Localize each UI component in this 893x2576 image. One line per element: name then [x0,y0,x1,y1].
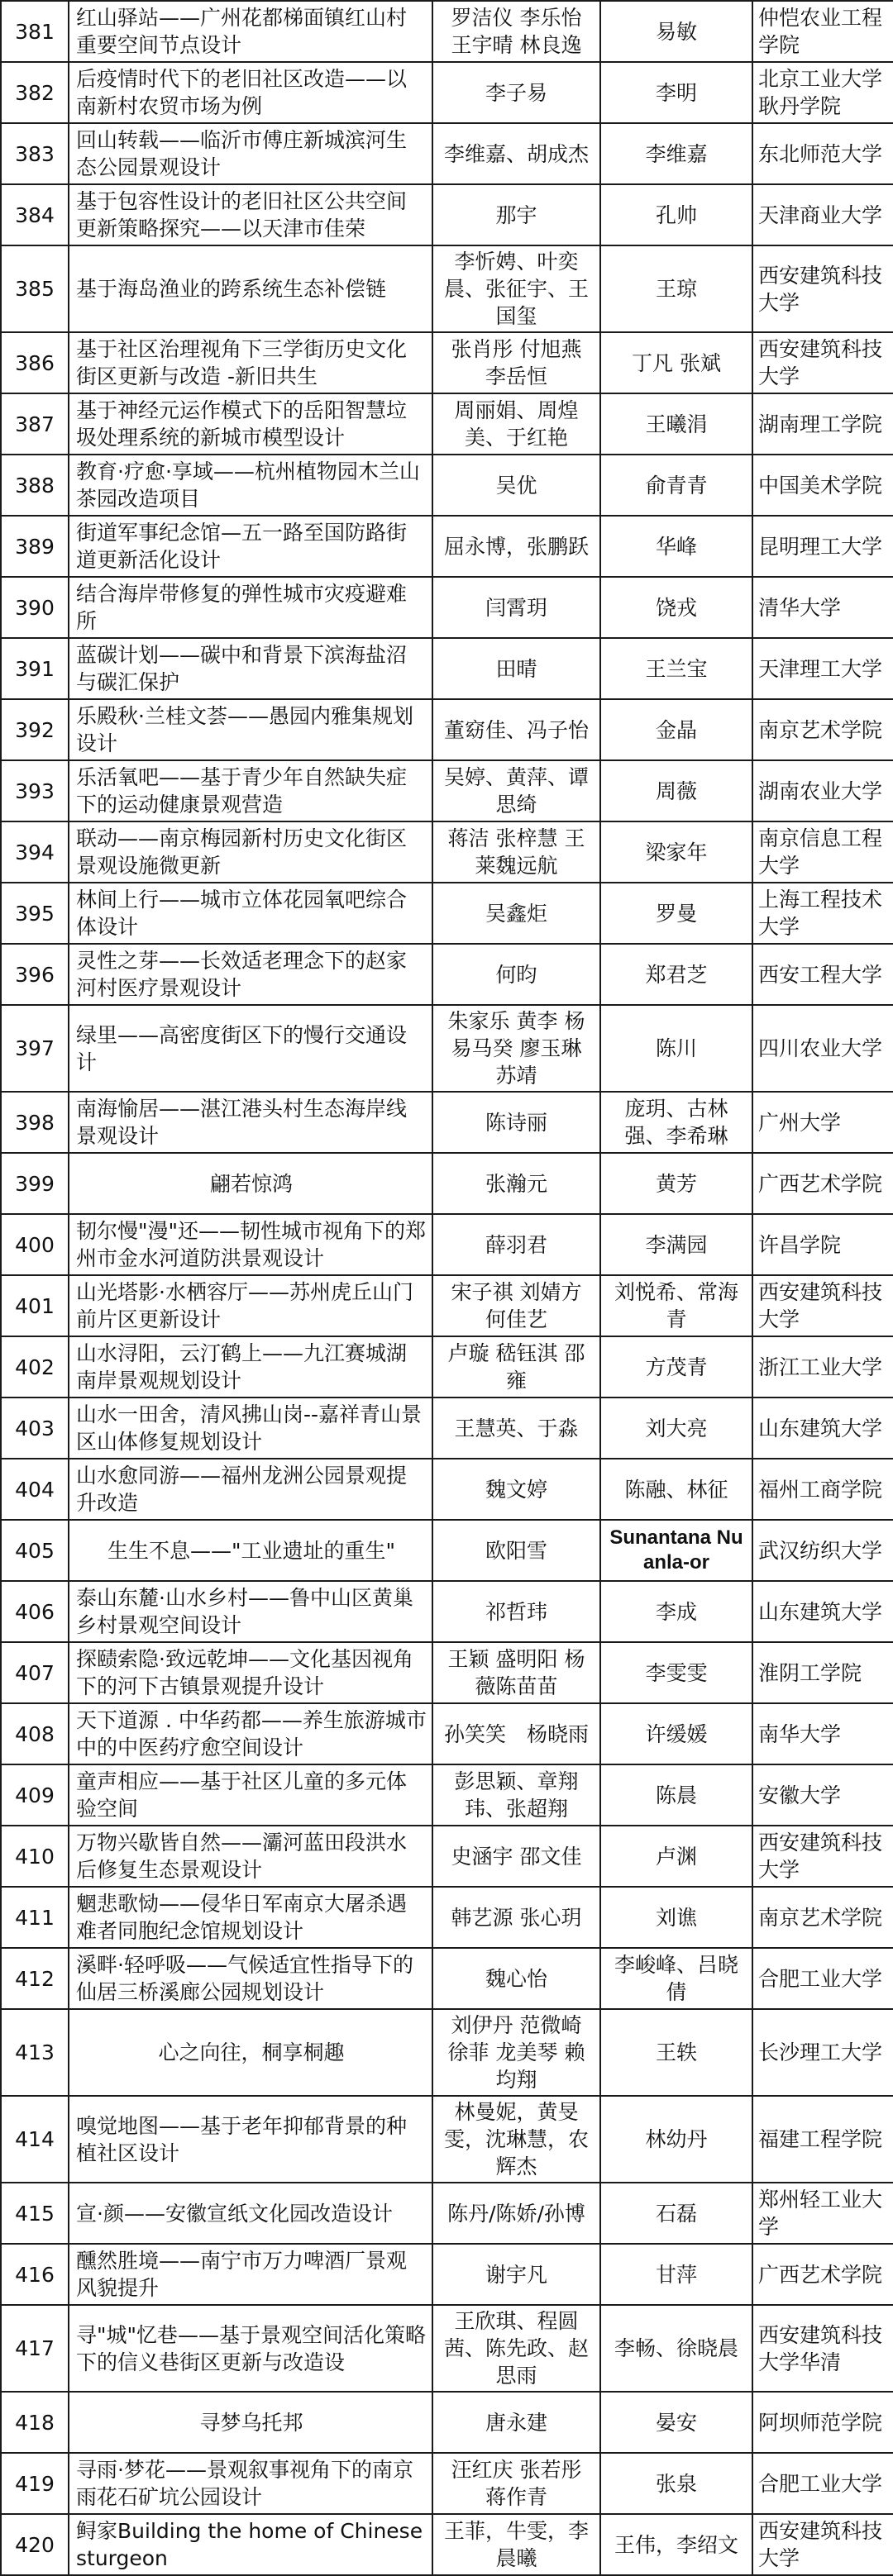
student-names: 薛羽君 [432,1214,600,1275]
student-names: 王颖 盛明阳 杨薇陈苗苗 [432,1642,600,1703]
table-row [1,332,893,393]
entry-number: 382 [1,62,69,123]
project-title: 鲟家Building the home of Chinese sturgeon [69,2514,432,2575]
student-names: 罗洁仪 李乐怡 王宇晴 林良逸 [432,1,600,62]
table-row [1,760,893,821]
school-name: 西安建筑科技大学 [752,332,893,393]
entry-number: 383 [1,123,69,184]
school-name: 浙江工业大学 [752,1336,893,1398]
entry-number: 398 [1,1092,69,1153]
entry-number: 405 [1,1520,69,1581]
advisor-name: 金晶 [600,699,752,760]
advisor-name: 李维嘉 [600,123,752,184]
school-name: 天津商业大学 [752,184,893,245]
table-row [1,1581,893,1642]
advisor-name: 孔帅 [600,184,752,245]
entry-number: 419 [1,2453,69,2514]
project-title: 南海愉居——湛江港头村生态海岸线景观设计 [69,1092,432,1153]
table-row [1,1764,893,1826]
table-row [1,1948,893,2009]
project-title: 山水愈同游——福州龙洲公园景观提升改造 [69,1459,432,1520]
advisor-name: 王伟，李绍文 [600,2514,752,2575]
entry-number: 390 [1,577,69,638]
table-row [1,1275,893,1336]
entry-number: 400 [1,1214,69,1275]
advisor-name: 王轶 [600,2009,752,2096]
student-names: 屈永博，张鹏跃 [432,516,600,577]
project-title: 山光塔影·水栖容厅——苏州虎丘山门前片区更新设计 [69,1275,432,1336]
entry-number: 386 [1,332,69,393]
table-row [1,1642,893,1703]
table-row [1,1005,893,1092]
school-name: 仲恺农业工程学院 [752,1,893,62]
school-name: 西安建筑科技大学 [752,245,893,332]
school-name: 合肥工业大学 [752,2453,893,2514]
entry-number: 404 [1,1459,69,1520]
entry-number: 394 [1,821,69,883]
table-row [1,2514,893,2575]
school-name: 广西艺术学院 [752,1153,893,1214]
table-row [1,123,893,184]
entry-number: 407 [1,1642,69,1703]
table-row [1,699,893,760]
table-row [1,2453,893,2514]
project-title: 泰山东麓·山水乡村——鲁中山区黄巢乡村景观空间设计 [69,1581,432,1642]
table-row [1,393,893,455]
advisor-name: 李成 [600,1581,752,1642]
project-title: 回山转载——临沂市傅庄新城滨河生态公园景观设计 [69,123,432,184]
student-names: 吴婷、黄萍、谭思绮 [432,760,600,821]
project-title: 基于社区治理视角下三学街历史文化街区更新与改造 -新旧共生 [69,332,432,393]
table-row [1,184,893,245]
entry-number: 401 [1,1275,69,1336]
advisor-name: 刘悦希、常海青 [600,1275,752,1336]
table-row [1,2305,893,2392]
student-names: 闫霄玥 [432,577,600,638]
project-title: 心之向往，桐享桐趣 [69,2009,432,2096]
school-name: 郑州轻工业大学 [752,2183,893,2244]
student-names: 欧阳雪 [432,1520,600,1581]
entry-number: 395 [1,883,69,944]
project-title: 探赜索隐·致远乾坤——文化基因视角下的河下古镇景观提升设计 [69,1642,432,1703]
table-row [1,1214,893,1275]
student-names: 李忻娉、叶奕晨、张征宇、王国玺 [432,245,600,332]
school-name: 四川农业大学 [752,1005,893,1092]
school-name: 湖南理工学院 [752,393,893,455]
student-names: 卢璇 嵇钰淇 邵雍 [432,1336,600,1398]
school-name: 南京艺术学院 [752,699,893,760]
project-title: 山水一田舍，清风拂山岗--嘉祥青山景区山体修复规划设计 [69,1398,432,1459]
school-name: 福建工程学院 [752,2096,893,2183]
project-title: 基于神经元运作模式下的岳阳智慧垃圾处理系统的新城市模型设计 [69,393,432,455]
table-row [1,455,893,516]
project-title: 教育·疗愈·享域——杭州植物园木兰山茶园改造项目 [69,455,432,516]
table-row [1,2183,893,2244]
student-names: 董窈佳、冯子怡 [432,699,600,760]
school-name: 天津理工大学 [752,638,893,699]
advisor-name: 晏安 [600,2392,752,2453]
project-title: 宣·颜——安徽宣纸文化园改造设计 [69,2183,432,2244]
advisor-name: 周薇 [600,760,752,821]
school-name: 安徽大学 [752,1764,893,1826]
school-name: 西安工程大学 [752,944,893,1005]
table-row [1,1520,893,1581]
school-name: 北京工业大学耿丹学院 [752,62,893,123]
advisor-name: Sunantana Nuanla-or [600,1520,752,1581]
entry-number: 414 [1,2096,69,2183]
project-title: 结合海岸带修复的弹性城市灾疫避难所 [69,577,432,638]
school-name: 清华大学 [752,577,893,638]
project-title: 天下道源 . 中华药都——养生旅游城市中的中医药疗愈空间设计 [69,1703,432,1764]
advisor-name: 易敏 [600,1,752,62]
school-name: 福州工商学院 [752,1459,893,1520]
table-row [1,1398,893,1459]
student-names: 蒋洁 张梓慧 王莱魏远航 [432,821,600,883]
entry-number: 391 [1,638,69,699]
advisor-name: 李畅、徐晓晨 [600,2305,752,2392]
advisor-name: 王曦涓 [600,393,752,455]
student-names: 王菲，牛雯，李晨曦 [432,2514,600,2575]
student-names: 魏文婷 [432,1459,600,1520]
school-name: 中国美术学院 [752,455,893,516]
advisor-name: 李明 [600,62,752,123]
student-names: 周丽娟、周煌美、于红艳 [432,393,600,455]
student-names: 谢宇凡 [432,2244,600,2305]
student-names: 韩艺源 张心玥 [432,1887,600,1948]
project-title: 街道军事纪念馆—五一路至国防路街道更新活化设计 [69,516,432,577]
entry-number: 415 [1,2183,69,2244]
entry-number: 409 [1,1764,69,1826]
student-names: 张肖彤 付旭燕 李岳恒 [432,332,600,393]
entry-number: 387 [1,393,69,455]
entry-number: 385 [1,245,69,332]
school-name: 山东建筑大学 [752,1398,893,1459]
entry-number: 417 [1,2305,69,2392]
entry-number: 384 [1,184,69,245]
project-title: 溪畔·轻呼吸——气候适宜性指导下的仙居三桥溪廊公园规划设计 [69,1948,432,2009]
advisor-name: 林幼丹 [600,2096,752,2183]
project-title: 基于包容性设计的老旧社区公共空间更新策略探究——以天津市佳荣 [69,184,432,245]
table-row [1,2392,893,2453]
advisor-name: 梁家年 [600,821,752,883]
entry-number: 418 [1,2392,69,2453]
student-names: 吴优 [432,455,600,516]
table-row [1,1887,893,1948]
entry-number: 388 [1,455,69,516]
student-names: 张瀚元 [432,1153,600,1214]
table-row [1,577,893,638]
table-row [1,1826,893,1887]
table-row [1,1153,893,1214]
school-name: 昆明理工大学 [752,516,893,577]
student-names: 陈诗丽 [432,1092,600,1153]
entry-number: 416 [1,2244,69,2305]
project-title: 翩若惊鸿 [69,1153,432,1214]
student-names: 王欣琪、程圆茜、陈先政、赵思雨 [432,2305,600,2392]
school-name: 南京艺术学院 [752,1887,893,1948]
student-names: 陈丹/陈娇/孙博 [432,2183,600,2244]
advisor-name: 陈晨 [600,1764,752,1826]
advisor-name: 张泉 [600,2453,752,2514]
award-list-body [1,1,893,2575]
project-title: 红山驿站——广州花都梯面镇红山村重要空间节点设计 [69,1,432,62]
project-title: 林间上行——城市立体花园氧吧综合体设计 [69,883,432,944]
entry-number: 410 [1,1826,69,1887]
school-name: 西安建筑科技大学 [752,1826,893,1887]
student-names: 史涵宇 邵文佳 [432,1826,600,1887]
advisor-name: 陈川 [600,1005,752,1092]
entry-number: 396 [1,944,69,1005]
project-title: 联动——南京梅园新村历史文化街区景观设施微更新 [69,821,432,883]
school-name: 合肥工业大学 [752,1948,893,2009]
school-name: 武汉纺织大学 [752,1520,893,1581]
school-name: 东北师范大学 [752,123,893,184]
project-title: 山水浔阳，云汀鹤上——九江赛城湖南岸景观规划设计 [69,1336,432,1398]
advisor-name: 丁凡 张斌 [600,332,752,393]
school-name: 上海工程技术大学 [752,883,893,944]
advisor-name: 郑君芝 [600,944,752,1005]
table-row [1,516,893,577]
school-name: 西安建筑科技大学 [752,2514,893,2575]
advisor-name: 李满园 [600,1214,752,1275]
project-title: 乐活氧吧——基于青少年自然缺失症下的运动健康景观营造 [69,760,432,821]
entry-number: 420 [1,2514,69,2575]
entry-number: 402 [1,1336,69,1398]
table-row [1,2244,893,2305]
project-title: 魍悲歌恸——侵华日军南京大屠杀遇难者同胞纪念馆规划设计 [69,1887,432,1948]
advisor-name: 庞玥、古林强、李希琳 [600,1092,752,1153]
student-names: 田晴 [432,638,600,699]
advisor-name: 黄芳 [600,1153,752,1214]
project-title: 醺然胜境——南宁市万力啤酒厂景观风貌提升 [69,2244,432,2305]
entry-number: 397 [1,1005,69,1092]
project-title: 乐殿秋·兰桂文荟——愚园内雅集规划设计 [69,699,432,760]
student-names: 唐永建 [432,2392,600,2453]
advisor-name: 许缓媛 [600,1703,752,1764]
table-row [1,883,893,944]
entry-number: 413 [1,2009,69,2096]
entry-number: 406 [1,1581,69,1642]
project-title: 万物兴歇皆自然——灞河蓝田段洪水后修复生态景观设计 [69,1826,432,1887]
school-name: 西安建筑科技大学华清 [752,2305,893,2392]
student-names: 朱家乐 黄李 杨易马癸 廖玉琳 苏靖 [432,1005,600,1092]
student-names: 吴鑫炬 [432,883,600,944]
school-name: 广州大学 [752,1092,893,1153]
school-name: 南华大学 [752,1703,893,1764]
project-title: 童声相应——基于社区儿童的多元体验空间 [69,1764,432,1826]
project-title: 后疫情时代下的老旧社区改造——以南新村农贸市场为例 [69,62,432,123]
advisor-name: 甘萍 [600,2244,752,2305]
project-title: 嗅觉地图——基于老年抑郁背景的种植社区设计 [69,2096,432,2183]
project-title: 蓝碳计划——碳中和背景下滨海盐沼与碳汇保护 [69,638,432,699]
project-title: 生生不息——"工业遗址的重生" [69,1520,432,1581]
advisor-name: 陈融、林征 [600,1459,752,1520]
school-name: 山东建筑大学 [752,1581,893,1642]
advisor-name: 饶戎 [600,577,752,638]
student-names: 宋子祺 刘婧方 何佳艺 [432,1275,600,1336]
advisor-name: 石磊 [600,2183,752,2244]
table-row [1,638,893,699]
advisor-name: 李峻峰、吕晓倩 [600,1948,752,2009]
student-names: 李维嘉、胡成杰 [432,123,600,184]
project-title: 基于海岛渔业的跨系统生态补偿链 [69,245,432,332]
advisor-name: 李雯雯 [600,1642,752,1703]
project-title: 寻"城"忆巷——基于景观空间活化策略下的信义巷街区更新与改造设 [69,2305,432,2392]
table-row [1,1,893,62]
table-row [1,62,893,123]
student-names: 孙笑笑 杨晓雨 [432,1703,600,1764]
school-name: 南京信息工程大学 [752,821,893,883]
student-names: 何昀 [432,944,600,1005]
school-name: 淮阴工学院 [752,1642,893,1703]
student-names: 魏心怡 [432,1948,600,2009]
student-names: 王慧英、于淼 [432,1398,600,1459]
school-name: 湖南农业大学 [752,760,893,821]
advisor-name: 罗曼 [600,883,752,944]
student-names: 刘伊丹 范微崎 徐菲 龙美琴 赖均翔 [432,2009,600,2096]
student-names: 祁哲玮 [432,1581,600,1642]
table-row [1,1703,893,1764]
advisor-name: 刘谯 [600,1887,752,1948]
entry-number: 393 [1,760,69,821]
project-title: 绿里——高密度街区下的慢行交通设计 [69,1005,432,1092]
table-row [1,1092,893,1153]
student-names: 汪红庆 张若彤 蒋作青 [432,2453,600,2514]
student-names: 彭思颖、章翔玮、张超翔 [432,1764,600,1826]
table-row [1,1459,893,1520]
project-title: 寻梦乌托邦 [69,2392,432,2453]
school-name: 长沙理工大学 [752,2009,893,2096]
project-title: 灵性之芽——长效适老理念下的赵家河村医疗景观设计 [69,944,432,1005]
table-row [1,2009,893,2096]
table-row [1,821,893,883]
entry-number: 408 [1,1703,69,1764]
entry-number: 381 [1,1,69,62]
advisor-name: 方茂青 [600,1336,752,1398]
school-name: 阿坝师范学院 [752,2392,893,2453]
entry-number: 411 [1,1887,69,1948]
student-names: 林曼妮，黄旻雯，沈琳慧，农辉杰 [432,2096,600,2183]
advisor-name: 华峰 [600,516,752,577]
advisor-name: 刘大亮 [600,1398,752,1459]
entry-number: 403 [1,1398,69,1459]
advisor-name: 王琼 [600,245,752,332]
student-names: 李子易 [432,62,600,123]
advisor-name: 王兰宝 [600,638,752,699]
advisor-name: 卢渊 [600,1826,752,1887]
project-title: 韧尔慢"漫"还——韧性城市视角下的郑州市金水河道防洪景观设计 [69,1214,432,1275]
table-row [1,2096,893,2183]
school-name: 许昌学院 [752,1214,893,1275]
table-row [1,944,893,1005]
entry-number: 399 [1,1153,69,1214]
table-row [1,1336,893,1398]
student-names: 那宇 [432,184,600,245]
project-title: 寻雨·梦花——景观叙事视角下的南京雨花石矿坑公园设计 [69,2453,432,2514]
table-row [1,245,893,332]
school-name: 西安建筑科技大学 [752,1275,893,1336]
advisor-name: 俞青青 [600,455,752,516]
entry-number: 389 [1,516,69,577]
school-name: 广西艺术学院 [752,2244,893,2305]
entry-number: 392 [1,699,69,760]
entry-number: 412 [1,1948,69,2009]
